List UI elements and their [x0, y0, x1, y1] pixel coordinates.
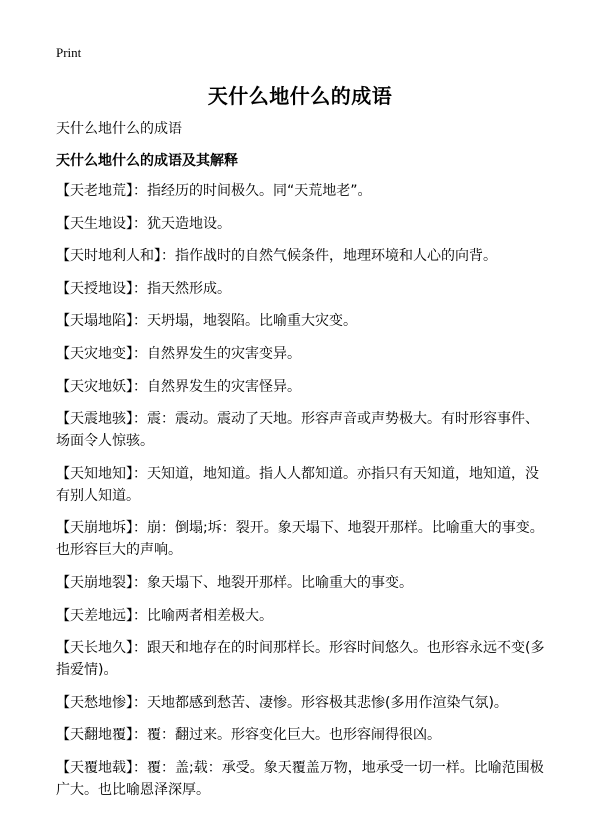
idiom-definition: 比喻两者相差极大。 [147, 607, 273, 624]
idiom-separator: ： [133, 345, 147, 362]
idiom-definition: 指作战时的自然气候条件，地理环境和人心的向背。 [175, 248, 497, 265]
section-heading: 天什么地什么的成语及其解释 [56, 153, 238, 169]
idiom-definition: 自然界发生的灾害变异。 [147, 345, 301, 362]
idiom-entry [56, 408, 552, 452]
idiom-entry [56, 180, 552, 202]
idiom-separator: ： [133, 759, 147, 776]
idiom-term: 【天授地设】 [56, 280, 133, 297]
idiom-term: 【天老地荒】 [56, 183, 133, 199]
idiom-definition: 覆：盖;载：承受。象天覆盖万物，地承受一切一样。比喻范围极广大。也比喻恩泽深厚。 [56, 759, 544, 798]
idiom-separator: ： [133, 520, 147, 537]
idiom-definition: 自然界发生的灾害怪异。 [147, 378, 301, 395]
idiom-definition: 象天塌下、地裂开那样。比喻重大的事变。 [147, 574, 413, 591]
idiom-term: 【天时地利人和】 [56, 248, 161, 265]
idiom-entry [56, 278, 552, 300]
idiom-term: 【天愁地惨】 [56, 694, 133, 711]
print-link[interactable]: Print [56, 45, 82, 60]
idiom-entry [56, 517, 552, 561]
idiom-entry [56, 310, 552, 332]
idiom-entry [56, 463, 552, 507]
idiom-term: 【天生地设】 [56, 215, 133, 232]
idiom-term: 【天翻地覆】 [56, 727, 133, 744]
idiom-entry [56, 724, 552, 746]
idiom-definition: 崩：倒塌;坼：裂开。象天塌下、地裂开那样。比喻重大的事变。也形容巨大的声响。 [56, 520, 544, 559]
idiom-definition: 天知道，地知道。指人人都知道。亦指只有天知道，地知道，没有别人知道。 [56, 465, 539, 504]
idiom-list [56, 180, 552, 812]
idiom-separator: ： [133, 378, 147, 395]
idiom-definition: 犹天造地设。 [147, 215, 231, 232]
idiom-entry [56, 692, 552, 714]
idiom-separator: ： [133, 215, 147, 232]
idiom-separator: ： [133, 727, 147, 744]
idiom-term: 【天知地知】 [56, 465, 133, 482]
idiom-term: 【天灾地妖】 [56, 378, 133, 395]
idiom-term: 【天塌地陷】 [56, 313, 133, 330]
idiom-definition: 天地都感到愁苦、凄惨。形容极其悲惨(多用作渲染气氛)。 [147, 694, 508, 711]
idiom-entry [56, 637, 552, 681]
idiom-entry [56, 757, 552, 801]
idiom-separator: ： [133, 183, 147, 199]
idiom-definition: 覆：翻过来。形容变化巨大。也形容闹得很凶。 [147, 727, 441, 744]
idiom-term: 【天覆地载】 [56, 759, 133, 776]
idiom-entry [56, 605, 552, 627]
idiom-definition: 天坍塌，地裂陷。比喻重大灾变。 [147, 313, 357, 330]
idiom-entry [56, 213, 552, 235]
idiom-separator: ： [133, 280, 147, 297]
page-title: 天什么地什么的成语 [207, 84, 393, 108]
idiom-separator: ： [133, 465, 147, 482]
idiom-entry [56, 343, 552, 365]
idiom-term: 【天震地骇】 [56, 411, 133, 428]
idiom-entry [56, 245, 552, 267]
idiom-definition: 指经历的时间极久。同“天荒地老”。 [147, 183, 372, 199]
idiom-definition: 跟天和地存在的时间那样长。形容时间悠久。也形容永远不变(多指爱情)。 [56, 640, 545, 679]
idiom-term: 【天差地远】 [56, 607, 133, 624]
idiom-definition: 震：震动。震动了天地。形容声音或声势极大。有时形容事件、场面令人惊骇。 [56, 411, 539, 450]
document-subtitle: 天什么地什么的成语 [56, 121, 182, 137]
idiom-term: 【天灾地变】 [56, 345, 133, 362]
idiom-separator: ： [133, 313, 147, 330]
idiom-separator: ： [133, 640, 147, 657]
idiom-term: 【天崩地坼】 [56, 520, 133, 537]
idiom-separator: ： [133, 411, 147, 428]
idiom-separator: ： [161, 248, 175, 265]
idiom-term: 【天崩地裂】 [56, 574, 133, 591]
idiom-entry [56, 376, 552, 398]
idiom-definition: 指天然形成。 [147, 280, 231, 297]
idiom-term: 【天长地久】 [56, 640, 133, 657]
idiom-separator: ： [133, 607, 147, 624]
idiom-separator: ： [133, 574, 147, 591]
idiom-separator: ： [133, 694, 147, 711]
idiom-entry [56, 572, 552, 594]
